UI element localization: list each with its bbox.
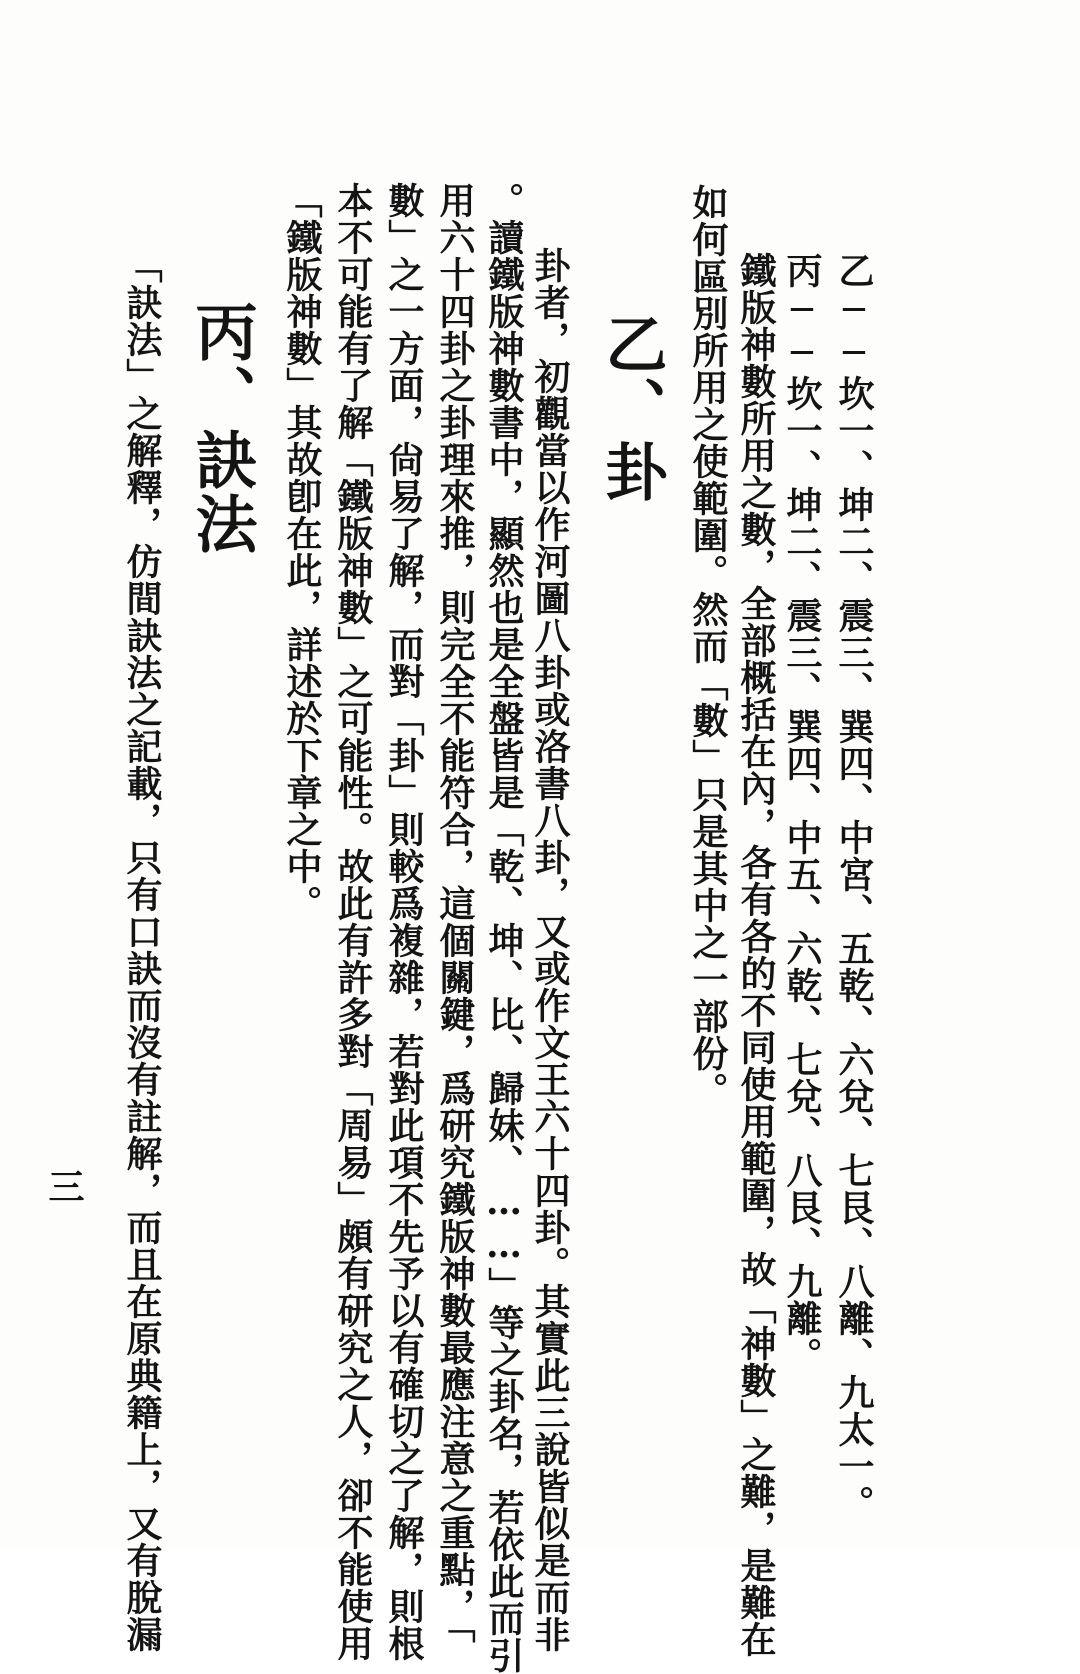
text-column: 「鐵版神數」其故卽在此，詳述於下章之中。 [281,182,323,922]
text-column: 。讀鐵版神數書中，顯然也是全盤皆是「乾、坤、比、歸妹、……」等之卦名，若依此而引 [483,182,525,1674]
section-heading-yi: 乙、卦 [595,312,668,504]
text-column: 數」之一方面，尙易了解，而對「卦」則較爲複雜，若對此項不先予以有確切之了解，則根 [383,182,425,1662]
section-heading-bing: 丙、訣法 [185,300,258,556]
page-number: 三 [43,1168,85,1204]
text-column-yi-sequence: 乙──坎一、坤二、震三、巽四、中宮、五乾、六兌、七艮、八離、九太一。 [833,252,875,1522]
text-column: 鐵版神數所用之數，全部概括在內，各有各的不同使用範圍，故「神數」之難，是難在 [735,252,777,1658]
text-column: 「訣法」之解釋，仿間訣法之記載，只有口訣而沒有註解，而且在原典籍上，又有脫漏 [121,247,163,1653]
text-column: 本不可能有了解「鐵版神數」之可能性。故此有許多對「周易」頗有研究之人，卻不能使用 [332,182,374,1662]
text-column: 如何區別所用之使範圍。然而「數」只是其中之一部份。 [687,184,729,1109]
text-column-bing-sequence: 丙──坎一、坤二、震三、巽四、中五、六乾、七兌、八艮、九離。 [781,252,823,1374]
text-column: 卦者，初觀當以作河圖八卦或洛書八卦，又或作文王六十四卦。其實此三說皆似是而非 [529,247,571,1653]
text-column: 用六十四卦之卦理來推，則完全不能符合，這個關鍵，爲研究鐵版神數最應注意之重點，「 [434,182,476,1644]
